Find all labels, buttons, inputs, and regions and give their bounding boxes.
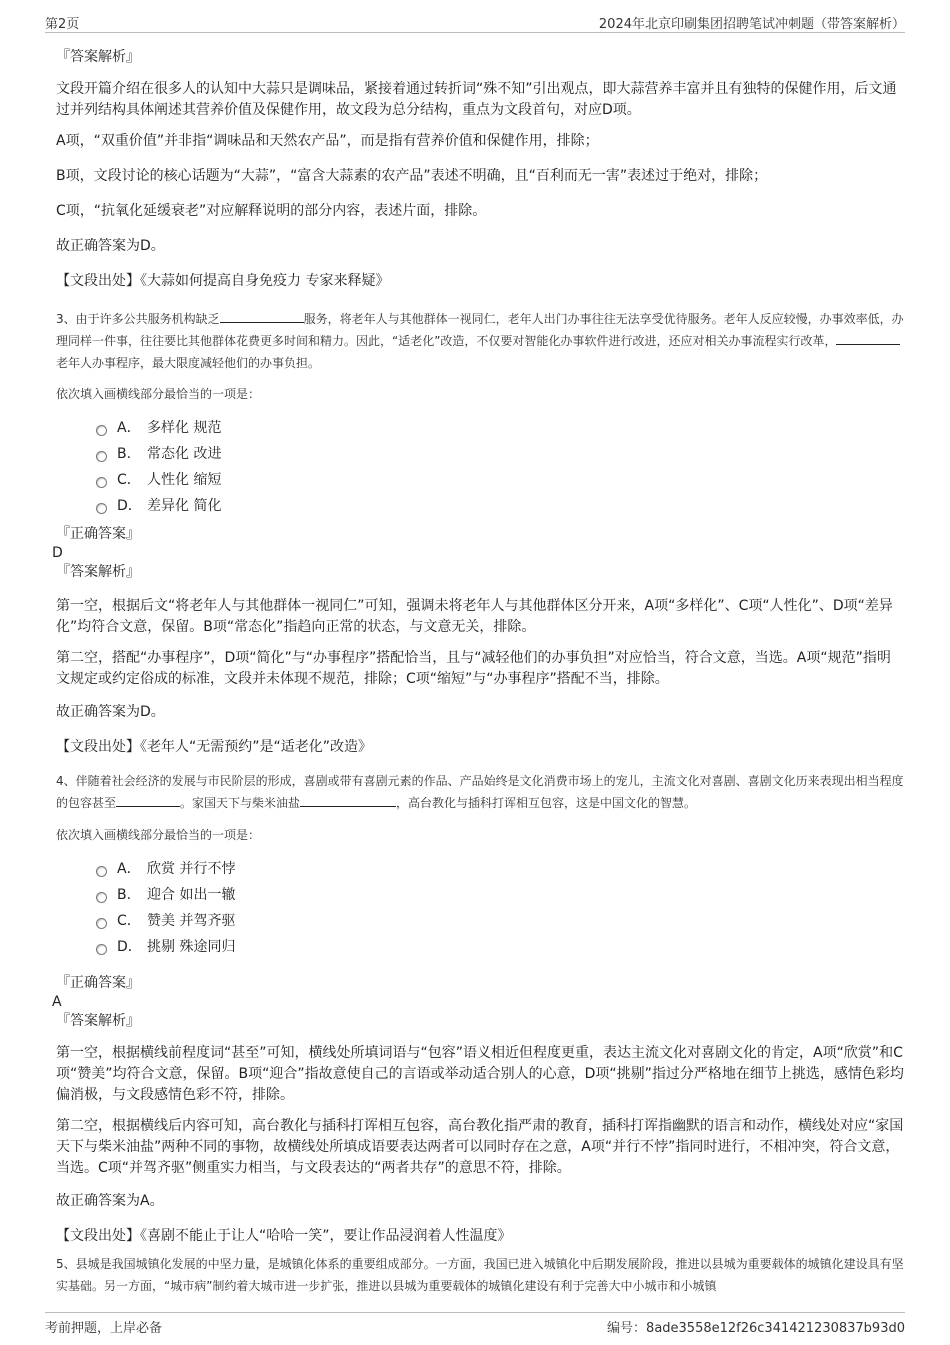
question-4-stem xyxy=(56,770,904,814)
conclusion: 故正确答案为A。 xyxy=(56,1193,164,1209)
option-text: 人性化 缩短 xyxy=(147,472,222,488)
option-a[interactable] xyxy=(96,856,904,882)
source-citation: 【文段出处】《喜剧不能止于让人“哈哈一笑”，要让作品浸润着人性温度》 xyxy=(56,1228,512,1244)
option-b[interactable] xyxy=(96,882,904,908)
analysis-paragraph: A项，“双重价值”并非指“调味品和天然农产品”，而是指有营养价值和保健作用，排除； xyxy=(56,133,599,149)
document-title: 2024年北京印刷集团招聘笔试冲刺题（带答案解析） xyxy=(598,17,905,32)
stem-text: ，高台教化与插科打诨相互包容，这是中国文化的智慧。 xyxy=(396,796,697,810)
radio-button[interactable] xyxy=(96,892,107,903)
question-prompt: 依次填入画横线部分最恰当的一项是： xyxy=(56,828,261,842)
correct-answer: A xyxy=(52,994,62,1010)
option-c[interactable] xyxy=(96,467,904,493)
stem-text: 服务，将老年人与其他群体一视同仁，老年人出门办事往往无法享受优待服务。老年人反应较慢，办事效率低，办理同样一件事，往往要比其他群体花费更多时间和精力。因此，“适老化”改造，不仅要对智能化办事软件进行改进，还应对相关办事流程实行改革， xyxy=(56,312,904,348)
conclusion: 故正确答案为D。 xyxy=(56,238,165,254)
option-text: 挑剔 殊途同归 xyxy=(147,939,236,955)
fill-blank-2 xyxy=(836,331,900,345)
page-number: 第2页 xyxy=(45,17,80,32)
question-prompt: 依次填入画横线部分最恰当的一项是： xyxy=(56,387,261,401)
stem-text: 4、伴随着社会经济的发展与市民阶层的形成，喜剧或带有喜剧元素的作品、产品始终是文化消费市场上的宠儿，主流文化对喜剧、喜剧文化历来表现出相当程度的包容甚至 xyxy=(56,774,904,810)
option-text: 欣赏 并行不悖 xyxy=(147,861,236,877)
option-text: 赞美 并驾齐驱 xyxy=(147,913,236,929)
radio-button[interactable] xyxy=(96,425,107,436)
analysis-paragraph: 第二空，搭配“办事程序”，D项“简化”与“办事程序”搭配恰当，且与“减轻他们的办事负担”对应恰当，符合文意，当选。A项“规范”指明文规定或约定俗成的标准，文段并未体现不规范，排除；C项“缩短”与“办事程序”搭配不当，排除。 xyxy=(56,650,891,687)
option-letter: B. xyxy=(117,887,132,903)
analysis-label: 『答案解析』 xyxy=(56,49,140,65)
option-letter: C． xyxy=(117,472,141,488)
option-b[interactable] xyxy=(96,441,904,467)
option-letter: D． xyxy=(117,498,142,514)
options-list xyxy=(96,415,904,519)
conclusion: 故正确答案为D。 xyxy=(56,704,165,720)
analysis-paragraph: B项，文段讨论的核心话题为“大蒜”，“富含大蒜素的农产品”表述不明确，且“百利而无一害”表述过于绝对，排除； xyxy=(56,168,768,184)
option-text: 多样化 规范 xyxy=(147,420,222,436)
question-3-stem xyxy=(56,308,904,374)
radio-button[interactable] xyxy=(96,477,107,488)
analysis-paragraph: C项，“抗氧化延缓衰老”对应解释说明的部分内容，表述片面，排除。 xyxy=(56,203,487,219)
question-5-stem: 5、县城是我国城镇化发展的中坚力量，是城镇化体系的重要组成部分。一方面，我国已进入城镇化中后期发展阶段，推进以县城为重要载体的城镇化建设具有坚实基础。另一方面，“城市病”制约着大城市进一步扩张，推进以县城为重要载体的城镇化建设有利于完善大中小城市和小城镇 xyxy=(56,1257,904,1293)
analysis-paragraph: 第二空，根据横线后内容可知，高台教化与插科打诨相互包容，高台教化指严肃的教育，插科打诨指幽默的语言和动作，横线处对应“家国天下与柴米油盐”两种不同的事物，故横线处所填成语要表达两者可以同时存在之意，A项“并行不悖”指同时进行，不相冲突，符合文意，当选。C项“并驾齐驱”侧重实力相当，与文段表达的“两者共存”的意思不符，排除。 xyxy=(56,1118,904,1176)
option-text: 常态化 改进 xyxy=(147,446,222,462)
analysis-label: 『答案解析』 xyxy=(56,1013,140,1029)
correct-answer-label: 『正确答案』 xyxy=(56,975,140,991)
option-text: 差异化 简化 xyxy=(147,498,222,514)
fill-blank-1 xyxy=(116,793,180,807)
analysis-paragraph: 第一空，根据后文“将老年人与其他群体一视同仁”可知，强调未将老年人与其他群体区分开来，A项“多样化”、C项“人性化”、D项“差异化”均符合文意，保留。B项“常态化”指趋向正常的状态，与文意无关，排除。 xyxy=(56,598,893,635)
option-letter: A． xyxy=(117,420,141,436)
option-a[interactable] xyxy=(96,415,904,441)
main-content xyxy=(52,47,904,1297)
correct-answer-label: 『正确答案』 xyxy=(56,526,140,542)
option-letter: B. xyxy=(117,446,132,462)
analysis-paragraph: 第一空，根据横线前程度词“甚至”可知，横线处所填词语与“包容”语义相近但程度更重，表达主流文化对喜剧文化的肯定，A项“欣赏”和C项“赞美”均符合文意，保留。B项“迎合”指故意使自己的言语或举动适合别人的心意，D项“挑剔”指过分严格地在细节上挑选，感情色彩均偏消极，与文段感情色彩不符，排除。 xyxy=(56,1045,904,1103)
fill-blank-1 xyxy=(220,309,304,323)
fill-blank-2 xyxy=(300,793,396,807)
stem-text: 3、由于许多公共服务机构缺乏 xyxy=(56,312,220,326)
correct-answer: D xyxy=(52,545,63,561)
footer-slogan: 考前押题，上岸必备 xyxy=(45,1321,163,1336)
radio-button[interactable] xyxy=(96,866,107,877)
option-text: 迎合 如出一辙 xyxy=(147,887,236,903)
option-letter: C． xyxy=(117,913,141,929)
option-d[interactable] xyxy=(96,934,904,960)
option-d[interactable] xyxy=(96,493,904,519)
option-letter: D． xyxy=(117,939,142,955)
page-header xyxy=(45,10,905,33)
analysis-label: 『答案解析』 xyxy=(56,564,140,580)
option-letter: A． xyxy=(117,861,141,877)
stem-text: 。家国天下与柴米油盐 xyxy=(180,796,301,810)
document-id: 编号：8ade3558e12f26c341421230837b93d0 xyxy=(607,1321,905,1336)
options-list xyxy=(96,856,904,960)
page-footer xyxy=(45,1312,905,1335)
radio-button[interactable] xyxy=(96,503,107,514)
source-citation: 【文段出处】《大蒜如何提高自身免疫力 专家来释疑》 xyxy=(56,273,390,289)
source-citation: 【文段出处】《老年人“无需预约”是“适老化”改造》 xyxy=(56,739,373,755)
option-c[interactable] xyxy=(96,908,904,934)
radio-button[interactable] xyxy=(96,918,107,929)
stem-text: 老年人办事程序，最大限度减轻他们的办事负担。 xyxy=(56,356,321,370)
radio-button[interactable] xyxy=(96,451,107,462)
radio-button[interactable] xyxy=(96,944,107,955)
analysis-paragraph: 文段开篇介绍在很多人的认知中大蒜只是调味品，紧接着通过转折词“殊不知”引出观点，即大蒜营养丰富并且有独特的保健作用，后文通过并列结构具体阐述其营养价值及保健作用，故文段为总分结构，重点为文段首句，对应D项。 xyxy=(56,81,897,118)
